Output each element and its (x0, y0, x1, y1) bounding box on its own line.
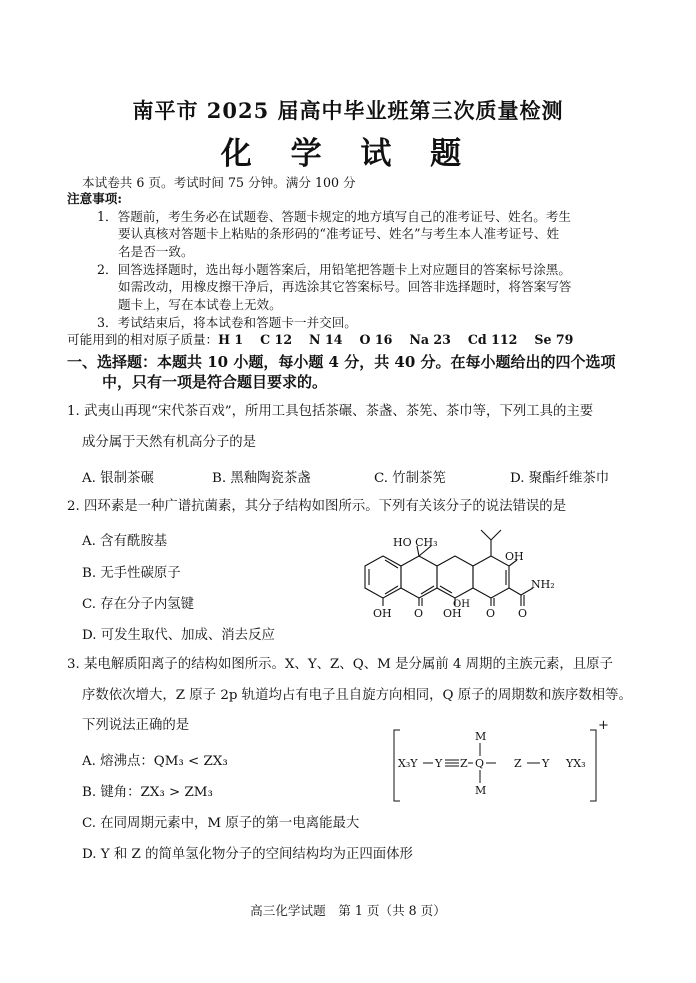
label-q: Q (475, 757, 485, 770)
label-oh-bottom-3: OH (453, 599, 470, 610)
notice-line: 如需改动，用橡皮擦干净后，再选涂其它答案标号。回答非选择题时，将答案写答 (118, 279, 572, 294)
exam-intro: 本试卷共 6 页。考试时间 75 分钟。满分 100 分 (82, 175, 356, 190)
label-oh-top: OH (505, 550, 524, 563)
label-yx3: YX₃ (566, 757, 586, 770)
subject-title: 化 学 试 题 (220, 136, 476, 172)
q2-option-d: D. 可发生取代、加成、消去反应 (82, 628, 275, 643)
atomic-mass-values: H 1 C 12 N 14 O 16 Na 23 Cd 112 Se 79 (218, 332, 574, 347)
q3-stem-cont2: 下列说法正确的是 (82, 718, 190, 733)
notice-line: 要认真核对答题卡上粘贴的条形码的“准考证号、姓名”与考生本人准考证号、姓 (118, 226, 560, 241)
q3-option-c: C. 在同周期元素中，M 原子的第一电离能最大 (82, 816, 360, 831)
q2-option-a: A. 含有酰胺基 (82, 534, 168, 549)
section-heading: 一、选择题：本题共 10 小题，每小题 4 分，共 40 分。在每小题给出的四个选项 (67, 353, 616, 371)
label-o-bottom-1: O (414, 607, 424, 620)
label-z-2: Z (514, 757, 522, 770)
q3-option-b: B. 键角：ZX₃ > ZM₃ (82, 785, 213, 800)
notice-line: 2．回答选择题时，选出每小题答案后，用铅笔把答题卡上对应题目的答案标号涂黑。 (97, 262, 571, 277)
label-z: Z (460, 757, 468, 770)
label-oh-bottom-2: OH (443, 607, 462, 620)
q1-option-c: C. 竹制茶筅 (374, 471, 446, 486)
label-nh2: NH₂ (531, 578, 555, 591)
notice-line: 1．答题前，考生务必在试题卷、答题卡规定的地方填写自己的准考证号、姓名。考生 (97, 209, 571, 224)
q3-option-a: A. 熔沸点：QM₃ < ZX₃ (82, 754, 228, 769)
notice-line: 3．考试结束后，将本试卷和答题卡一并交回。 (97, 315, 357, 330)
section-heading-cont: 中，只有一项是符合题目要求的。 (102, 373, 328, 391)
label-y: Y (435, 757, 443, 770)
q1-option-a: A. 银制茶碾 (82, 471, 154, 486)
label-m-top: M (475, 730, 487, 743)
q1-option-d: D. 聚酯纤维茶巾 (510, 471, 610, 486)
notice-line: 题卡上，写在本试卷上无效。 (118, 297, 282, 312)
q1-option-b: B. 黑釉陶瓷茶盏 (212, 471, 311, 486)
label-o-bottom-2: O (486, 607, 496, 620)
q3-stem-cont: 序数依次增大，Z 原子 2p 轨道均占有电子且自旋方向相同，Q 原子的周期数和族序数相等。 (82, 688, 632, 703)
q3-stem: 3. 某电解质阳离子的结构如图所示。X、Y、Z、Q、M 是分属前 4 周期的主族元素，且原子 (67, 657, 613, 672)
label-x3y: X₃Y (398, 757, 418, 770)
q1-stem: 1. 武夷山再现“宋代茶百戏”，所用工具包括茶碾、茶盏、茶筅、茶巾等，下列工具的主要 (67, 404, 594, 419)
q2-option-b: B. 无手性碳原子 (82, 566, 181, 581)
label-m-bottom: M (475, 784, 487, 797)
cation-structure (390, 715, 620, 807)
atomic-mass-label: 可能用到的相对原子质量： (67, 332, 219, 347)
label-oh-bottom-1: OH (373, 607, 392, 620)
q2-option-c: C. 存在分子内氢键 (82, 597, 195, 612)
atomic-mass (67, 331, 573, 348)
q1-stem-cont: 成分属于天然有机高分子的是 (82, 435, 257, 450)
label-y-2: Y (542, 757, 550, 770)
page-footer: 高三化学试题 第 1 页（共 8 页） (250, 903, 446, 918)
label-o-bottom-3: O (518, 607, 528, 620)
label-charge: + (598, 718, 609, 733)
label-ho-ch3: HO CH₃ (393, 536, 438, 549)
q3-option-d: D. Y 和 Z 的简单氢化物分子的空间结构均为正四面体形 (82, 847, 413, 862)
notice-line: 名是否一致。 (118, 244, 194, 259)
tetracycline-structure (355, 518, 555, 623)
exam-title: 南平市 2025 届高中毕业班第三次质量检测 (132, 98, 564, 123)
notice-heading: 注意事项: (67, 191, 123, 206)
q2-stem: 2. 四环素是一种广谱抗菌素，其分子结构如图所示。下列有关该分子的说法错误的是 (67, 499, 567, 514)
